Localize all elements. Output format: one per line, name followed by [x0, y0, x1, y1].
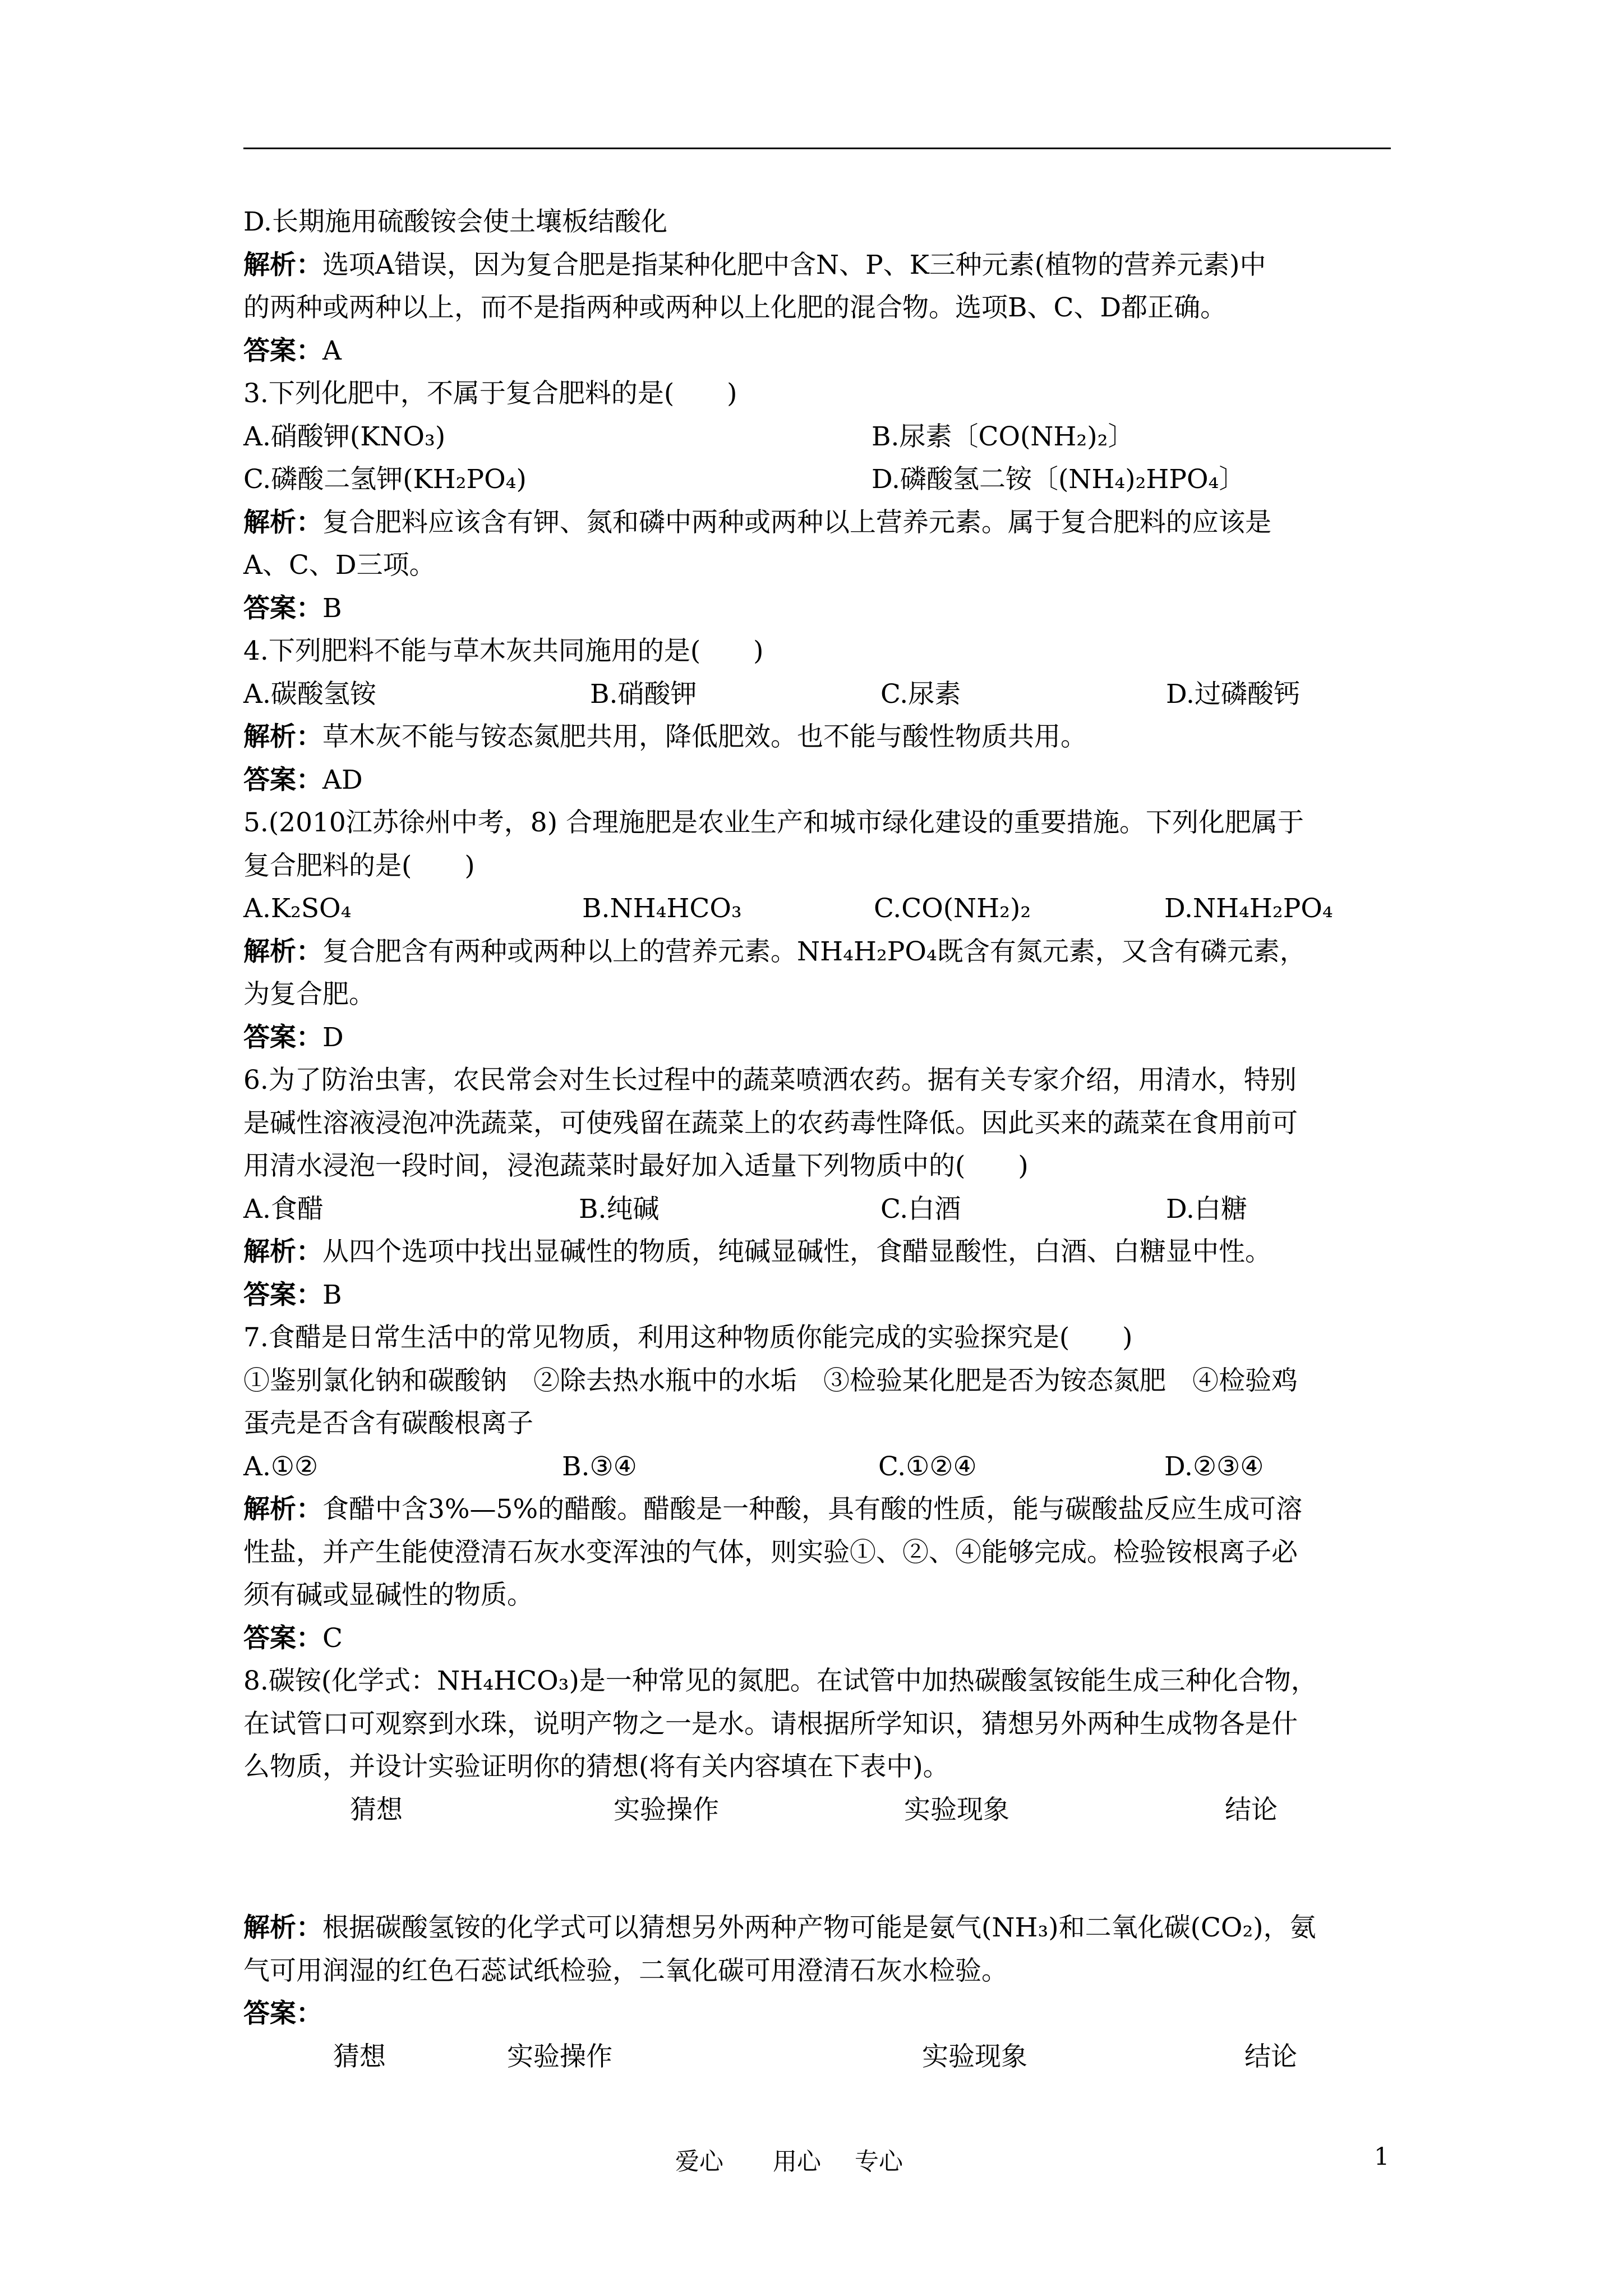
option-a: A.碳酸氢铵 — [243, 678, 376, 710]
option-b: B.尿素〔CO(NH₂)₂〕 — [872, 421, 1135, 452]
option-d: D.NH₄H₂PO₄ — [1164, 893, 1333, 924]
table-header-cell: 结论 — [1244, 2041, 1297, 2072]
analysis-label: 解析： — [243, 721, 322, 752]
question-6: 6.为了防治虫害，农民常会对生长过程中的蔬菜喷洒农药。据有关专家介绍，用清水，特别 — [243, 1065, 1297, 1096]
analysis-line: 解析：草木灰不能与铵态氮肥共用，降低肥效。也不能与酸性物质共用。 — [243, 721, 1087, 752]
option-b: B.硝酸钾 — [590, 678, 697, 710]
option-a: A.①② — [243, 1451, 319, 1482]
option-a: A.食醋 — [243, 1193, 324, 1225]
table-header-cell: 实验操作 — [614, 1794, 719, 1825]
text-line: 是碱性溶液浸泡冲洗蔬菜，可使残留在蔬菜上的农药毒性降低。因此买来的蔬菜在食用前可 — [243, 1107, 1298, 1139]
option-b: B.NH₄HCO₃ — [582, 893, 742, 924]
option-d: D.过磷酸钙 — [1166, 678, 1300, 710]
table-header-row — [243, 2036, 1391, 2079]
answer-label: 答案： — [243, 1279, 322, 1310]
option-d: D.白糖 — [1166, 1193, 1247, 1225]
answer-label: 答案： — [243, 1998, 322, 2029]
answer-line: 答案：C — [243, 1622, 343, 1654]
text-line: 用清水浸泡一段时间，浸泡蔬菜时最好加入适量下列物质中的( ) — [243, 1151, 1029, 1181]
footer-text: 爱心 — [675, 2148, 723, 2176]
text-line: 复合肥料的是( ) — [243, 850, 475, 881]
answer-label: 答案： — [243, 764, 322, 795]
text-line: 在试管口可观察到水珠，说明产物之一是水。请根据所学知识，猜想另外两种生成物各是什 — [243, 1708, 1298, 1740]
option-c: C.白酒 — [880, 1193, 961, 1225]
text-line: A、C、D三项。 — [243, 550, 436, 581]
answer-line: 答案：B — [243, 1279, 342, 1310]
analysis-line: 解析：复合肥含有两种或两种以上的营养元素。NH₄H₂PO₄既含有氮元素，又含有磷元素， — [243, 936, 1306, 967]
option-d: D.磷酸氢二铵〔(NH₄)₂HPO₄〕 — [872, 464, 1246, 495]
answer-line: 答案：B — [243, 592, 342, 624]
table-header-cell: 结论 — [1225, 1794, 1278, 1825]
answer-label: 答案： — [243, 1622, 322, 1654]
text-line: 性盐，并产生能使澄清石灰水变浑浊的气体，则实验①、②、④能够完成。检验铵根离子必 — [243, 1536, 1298, 1568]
option-a: A.硝酸钾(KNO₃) — [243, 421, 446, 452]
table-header-row — [243, 1789, 1391, 1832]
analysis-label: 解析： — [243, 1236, 322, 1267]
table-header-cell: 猜想 — [333, 2041, 386, 2072]
options-row — [243, 887, 1391, 931]
analysis-label: 解析： — [243, 1912, 322, 1943]
analysis-label: 解析： — [243, 249, 322, 280]
question-5: 5.(2010江苏徐州中考，8) 合理施肥是农业生产和城市绿化建设的重要措施。下列化肥属于 — [243, 807, 1304, 838]
option-a: A.K₂SO₄ — [243, 893, 352, 924]
text-line: 为复合肥。 — [243, 979, 375, 1010]
page-number: 1 — [1374, 2143, 1390, 2171]
text-line: 蛋壳是否含有碳酸根离子 — [243, 1408, 533, 1439]
header-rule — [243, 148, 1391, 149]
question-4: 4.下列肥料不能与草木灰共同施用的是( ) — [243, 636, 764, 666]
document-body — [243, 201, 1391, 2078]
analysis-label: 解析： — [243, 507, 322, 538]
option-c: C.尿素 — [880, 678, 961, 710]
answer-line: 答案：AD — [243, 764, 363, 795]
table-header-cell: 实验现象 — [922, 2041, 1027, 2072]
question-7: 7.食醋是日常生活中的常见物质，利用这种物质你能完成的实验探究是( ) — [243, 1322, 1133, 1353]
analysis-line: 解析：选项A错误，因为复合肥是指某种化肥中含N、P、K三种元素(植物的营养元素)中 — [243, 249, 1266, 280]
footer-text: 用心 — [773, 2148, 821, 2176]
options-row — [243, 416, 1391, 459]
text-line: ①鉴别氯化钠和碳酸钠 ②除去热水瓶中的水垢 ③检验某化肥是否为铵态氮肥 ④检验鸡 — [243, 1365, 1298, 1396]
analysis-label: 解析： — [243, 936, 322, 967]
analysis-line: 解析：根据碳酸氢铵的化学式可以猜想另外两种产物可能是氨气(NH₃)和二氧化碳(CO₂)，氨 — [243, 1912, 1316, 1943]
options-row — [243, 1188, 1391, 1231]
analysis-label: 解析： — [243, 1494, 322, 1525]
question-8: 8.碳铵(化学式：NH₄HCO₃)是一种常见的氮肥。在试管中加热碳酸氢铵能生成三种化合物， — [243, 1665, 1317, 1696]
answer-line: 答案：D — [243, 1022, 344, 1053]
analysis-line: 解析：从四个选项中找出显碱性的物质，纯碱显碱性，食醋显酸性，白酒、白糖显中性。 — [243, 1236, 1271, 1267]
blank-table-space — [243, 1832, 1391, 1907]
options-row — [243, 673, 1391, 716]
answer-line: 答案：A — [243, 335, 342, 366]
text-line: 须有碱或显碱性的物质。 — [243, 1580, 533, 1611]
analysis-line: 解析：食醋中含3%—5%的醋酸。醋酸是一种酸，具有酸的性质，能与碳酸盐反应生成可溶 — [243, 1494, 1303, 1525]
option-d: D.②③④ — [1164, 1451, 1264, 1482]
answer-label: 答案： — [243, 592, 322, 624]
table-header-cell: 实验操作 — [507, 2041, 612, 2072]
table-header-cell: 实验现象 — [904, 1794, 1009, 1825]
analysis-line: 解析：复合肥料应该含有钾、氮和磷中两种或两种以上营养元素。属于复合肥料的应该是 — [243, 507, 1271, 538]
text-line: 么物质，并设计实验证明你的猜想(将有关内容填在下表中)。 — [243, 1751, 949, 1782]
answer-label: 答案： — [243, 1022, 322, 1053]
text-line: D.长期施用硫酸铵会使土壤板结酸化 — [243, 206, 667, 237]
option-b: B.纯碱 — [579, 1193, 660, 1225]
page-footer — [0, 2143, 1623, 2188]
answer-label: 答案： — [243, 335, 322, 366]
footer-text: 专心 — [855, 2148, 903, 2176]
text-line: 的两种或两种以上，而不是指两种或两种以上化肥的混合物。选项B、C、D都正确。 — [243, 292, 1227, 323]
option-c: C.CO(NH₂)₂ — [874, 893, 1031, 924]
option-b: B.③④ — [562, 1451, 637, 1482]
options-row — [243, 1446, 1391, 1489]
option-c: C.①②④ — [878, 1451, 977, 1482]
options-row — [243, 458, 1391, 501]
question-3: 3.下列化肥中，不属于复合肥料的是( ) — [243, 378, 737, 409]
text-line: 气可用润湿的红色石蕊试纸检验，二氧化碳可用澄清石灰水检验。 — [243, 1955, 1008, 1986]
answer-line — [243, 1993, 1391, 2036]
table-header-cell: 猜想 — [350, 1794, 403, 1825]
option-c: C.磷酸二氢钾(KH₂PO₄) — [243, 464, 527, 495]
